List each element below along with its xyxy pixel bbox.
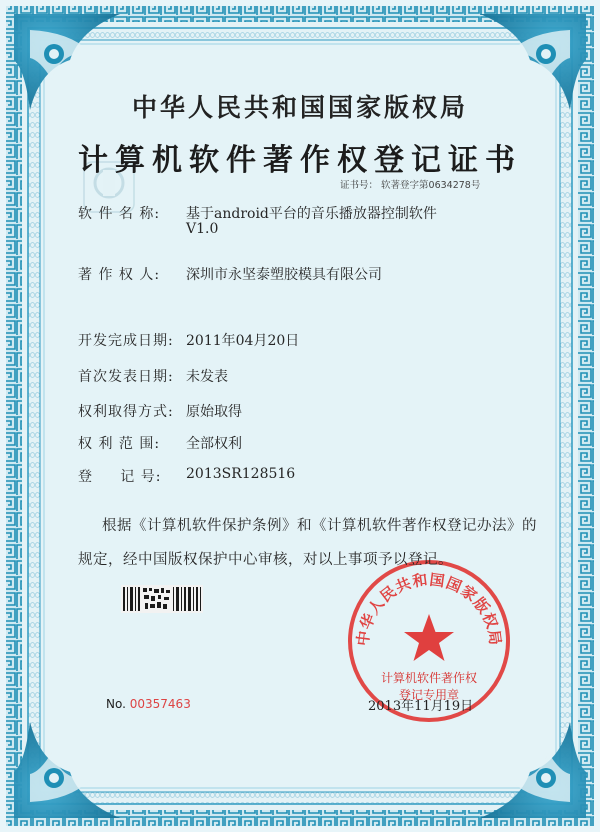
certificate-title: 计算机软件著作权登记证书 bbox=[78, 143, 522, 178]
field-value-completion-date: 2011年04月20日 bbox=[186, 333, 300, 349]
serial-value: 00357463 bbox=[129, 697, 191, 711]
body-text-line2: 规定，经中国版权保护中心审核，对以上事项予以登记。 bbox=[78, 552, 453, 568]
field-value-software-name: 基于android平台的音乐播放器控制软件 bbox=[186, 206, 437, 222]
field-value-acquisition-method: 原始取得 bbox=[186, 404, 242, 420]
certificate-number bbox=[340, 177, 480, 191]
field-value-copyright-owner: 深圳市永坚泰塑胶模具有限公司 bbox=[186, 267, 382, 283]
seal-inner-line1: 计算机软件著作权 bbox=[380, 671, 478, 685]
field-label-publish-date: 首次发表日期: bbox=[78, 369, 174, 385]
field-label-copyright-owner: 著 作 权 人: bbox=[78, 267, 161, 283]
field-value-software-version: V1.0 bbox=[186, 221, 219, 237]
issue-date: 2013年11月19日 bbox=[368, 699, 474, 714]
seal-star-icon bbox=[404, 614, 454, 661]
field-label-rights-scope: 权 利 范 围: bbox=[78, 436, 161, 452]
field-label-completion-date: 开发完成日期: bbox=[78, 333, 174, 349]
field-value-registration-number: 2013SR128516 bbox=[186, 466, 296, 482]
certificate-number-value: 软著登字第0634278号 bbox=[381, 180, 481, 191]
serial-prefix: No. bbox=[106, 697, 126, 711]
field-label-registration-number: 登 记 号: bbox=[78, 469, 162, 485]
seal-inner-line2: 登记专用章 bbox=[398, 688, 460, 702]
field-value-publish-date: 未发表 bbox=[186, 369, 228, 385]
issuer-heading: 中华人民共和国国家版权局 bbox=[131, 93, 468, 122]
barcode bbox=[121, 585, 203, 613]
field-label-acquisition-method: 权利取得方式: bbox=[78, 404, 174, 420]
body-text-line1: 根据《计算机软件保护条例》和《计算机软件著作权登记办法》的 bbox=[102, 518, 537, 534]
field-value-rights-scope: 全部权利 bbox=[186, 436, 242, 452]
field-label-software-name: 软 件 名 称: bbox=[78, 206, 161, 222]
certificate-number-label: 证书号： bbox=[340, 180, 379, 191]
seal-outer-text: 中华人民共和国国家版权局 bbox=[353, 570, 505, 647]
serial-number bbox=[106, 697, 191, 711]
